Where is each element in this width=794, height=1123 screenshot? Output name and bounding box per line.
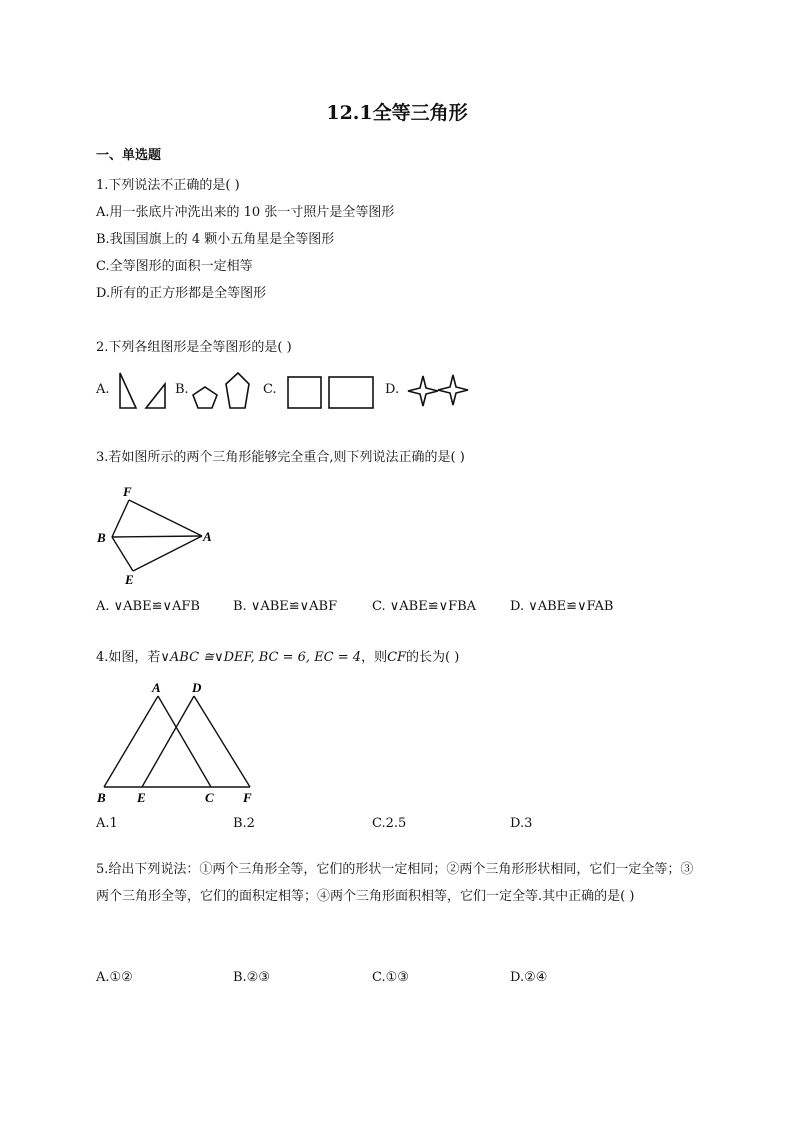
label-d: D	[192, 680, 202, 695]
label-c: C	[205, 790, 214, 805]
label-f: F	[123, 484, 132, 499]
label-e: E	[125, 572, 134, 587]
section-heading: 一、单选题	[96, 148, 162, 163]
question-4-option-a[interactable]: A.1	[96, 816, 118, 831]
question-4-option-d[interactable]: D.3	[510, 816, 533, 831]
question-3-option-b[interactable]: B. ∨ABE≌∨ABF	[233, 599, 338, 614]
question-2-option-c-label[interactable]: C.	[263, 382, 277, 397]
question-2-option-b-label[interactable]: B.	[175, 382, 189, 397]
label-a: A	[203, 529, 212, 544]
question-4-option-b[interactable]: B.2	[233, 816, 255, 831]
question-1-option-d[interactable]: D.所有的正方形都是全等图形	[96, 286, 267, 301]
question-4-option-c[interactable]: C.2.5	[372, 816, 407, 831]
question-5-option-b[interactable]: B.②③	[233, 970, 270, 985]
label-e: E	[137, 790, 146, 805]
label-b: B	[97, 790, 106, 805]
label-a: A	[152, 680, 161, 695]
question-5-option-c[interactable]: C.①③	[372, 970, 409, 985]
page-title: 12.1全等三角形	[326, 102, 468, 124]
question-2-option-d-label[interactable]: D.	[385, 382, 400, 397]
label-f: F	[243, 790, 252, 805]
question-1-option-a[interactable]: A.用一张底片冲洗出来的 10 张一寸照片是全等图形	[96, 205, 395, 220]
question-4-stem-var: CF	[387, 650, 407, 665]
question-5-option-d[interactable]: D.②④	[510, 970, 548, 985]
question-3-option-a[interactable]: A. ∨ABE≌∨AFB	[96, 599, 200, 614]
question-1-stem: 1.下列说法不正确的是( )	[96, 178, 240, 193]
label-b: B	[97, 530, 106, 545]
question-5-option-a[interactable]: A.①②	[96, 970, 133, 985]
question-5-stem: 5.给出下列说法：①两个三角形全等，它们的形状一定相同；②两个三角形形状相同，它们一定全等；③两个三角形全等，它们的面积定相等；④两个三角形面积相等，它们一定全等.其中正确的是( )	[96, 862, 694, 904]
question-3-stem: 3.若如图所示的两个三角形能够完全重合,则下列说法正确的是( )	[96, 450, 465, 465]
question-3-option-c[interactable]: C. ∨ABE≌∨FBA	[372, 599, 477, 614]
question-4-stem-math: ∨ABC ≅∨DEF, BC = 6, EC = 4	[160, 650, 362, 665]
question-2-stem: 2.下列各组图形是全等图形的是( )	[96, 340, 292, 355]
question-4-stem-prefix: 4.如图，若	[96, 650, 161, 665]
question-2-option-a-label[interactable]: A.	[96, 382, 110, 397]
question-1-option-b[interactable]: B.我国国旗上的 4 颗小五角星是全等图形	[96, 232, 335, 247]
question-3-option-d[interactable]: D. ∨ABE≌∨FAB	[510, 599, 614, 614]
question-4-stem-suffix: 的长为( )	[406, 650, 460, 665]
question-4-stem-mid: ，则	[361, 650, 388, 665]
question-1-option-c[interactable]: C.全等图形的面积一定相等	[96, 259, 253, 274]
